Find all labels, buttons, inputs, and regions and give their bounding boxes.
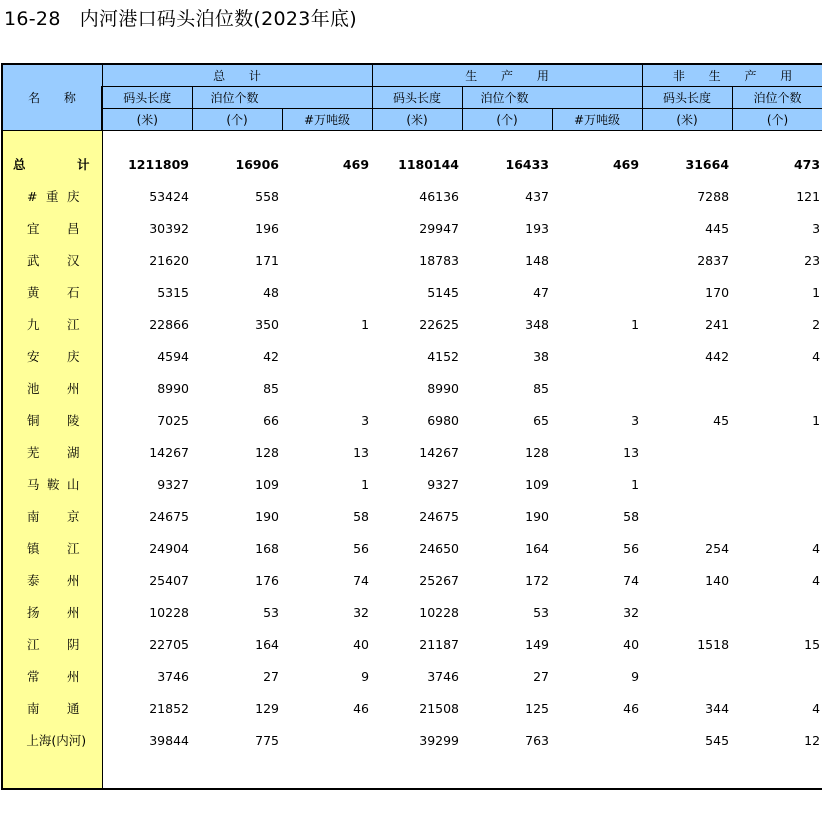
- row-name: 武汉: [2, 244, 102, 276]
- cell-total-len: 5315: [157, 284, 189, 300]
- cell-prod-berths: 109: [525, 476, 550, 492]
- cell-prod-len: 21187: [419, 636, 460, 652]
- table-row: [2, 628, 822, 660]
- table-row: [2, 532, 822, 564]
- page-title: 16-28 内河港口码头泊位数(2023年底): [4, 8, 358, 30]
- table-row: [2, 340, 822, 372]
- cell-non-len: 254: [705, 540, 730, 556]
- cell-prod-len: 24675: [419, 508, 460, 524]
- cell-total-10k: 74: [353, 572, 370, 588]
- cell-prod-10k: 3: [631, 412, 640, 428]
- cell-prod-10k: 9: [631, 668, 640, 684]
- cell-prod-berths: 47: [533, 284, 550, 300]
- cell-prod-10k: 40: [623, 636, 640, 652]
- cell-non-berths: 1: [812, 412, 821, 428]
- berth-statistics-table: [1, 63, 822, 790]
- cell-total-berths: 27: [263, 668, 279, 684]
- cell-prod-len: 18783: [419, 252, 460, 268]
- row-name: 池州: [2, 372, 102, 404]
- table-row: [2, 724, 822, 756]
- cell-total-10k: [282, 180, 372, 212]
- cell-prod-10k: [552, 244, 642, 276]
- cell-prod-len: 6980: [427, 412, 460, 428]
- cell-prod-berths: 65: [533, 412, 550, 428]
- cell-total-len: 3746: [157, 668, 189, 684]
- header-name: 名 称: [2, 64, 102, 131]
- cell-non-berths: [732, 660, 822, 692]
- row-name: 总计: [2, 148, 102, 180]
- cell-total-10k: [282, 372, 372, 404]
- table-row: [2, 404, 822, 436]
- cell-prod-berths: 172: [525, 572, 550, 588]
- table-row: [2, 212, 822, 244]
- cell-prod-berths: 348: [525, 316, 550, 332]
- cell-prod-10k: 46: [623, 700, 640, 716]
- cell-prod-len: 5145: [427, 284, 460, 300]
- cell-total-10k: 32: [353, 604, 370, 620]
- header-unit-meter: (米): [102, 109, 192, 131]
- row-name: 铜陵: [2, 404, 102, 436]
- cell-total-len: 4594: [157, 348, 189, 364]
- cell-total-10k: [282, 340, 372, 372]
- cell-prod-10k: [552, 372, 642, 404]
- cell-prod-10k: 74: [623, 572, 640, 588]
- cell-prod-berths: 16433: [505, 156, 550, 172]
- spacer-row: [2, 131, 822, 149]
- header-group-nonproduction: 非 生 产 用: [642, 64, 822, 87]
- table-row: [2, 596, 822, 628]
- cell-non-len: [642, 372, 732, 404]
- cell-total-len: 21852: [149, 700, 189, 716]
- cell-prod-len: 46136: [419, 188, 460, 204]
- header-unit-meter: (米): [372, 109, 462, 131]
- cell-prod-berths: 437: [525, 188, 550, 204]
- table-row: [2, 244, 822, 276]
- cell-prod-len: 25267: [419, 572, 460, 588]
- cell-non-len: [642, 596, 732, 628]
- cell-prod-berths: 125: [525, 700, 550, 716]
- table-row: [2, 500, 822, 532]
- cell-total-berths: 350: [255, 316, 279, 332]
- cell-prod-len: 4152: [427, 348, 460, 364]
- cell-non-len: [642, 468, 732, 500]
- header-group-production: 生 产 用: [372, 64, 642, 87]
- cell-non-berths: [732, 500, 822, 532]
- cell-total-berths: 164: [255, 636, 279, 652]
- cell-total-10k: [282, 244, 372, 276]
- cell-total-10k: 9: [361, 668, 370, 684]
- cell-total-berths: 85: [263, 380, 279, 396]
- cell-prod-10k: [552, 724, 642, 756]
- cell-total-berths: 66: [263, 412, 279, 428]
- table-row: [2, 308, 822, 340]
- cell-total-berths: 196: [255, 220, 279, 236]
- cell-prod-berths: 38: [533, 348, 550, 364]
- bottom-spacer-row: [2, 756, 822, 789]
- cell-prod-10k: [552, 180, 642, 212]
- cell-total-len: 9327: [157, 476, 189, 492]
- row-name: 常州: [2, 660, 102, 692]
- row-name: 上海(内河): [2, 724, 102, 756]
- cell-prod-len: 10228: [419, 604, 460, 620]
- header-total-berths: 泊位个数: [192, 87, 372, 109]
- cell-non-len: 2837: [697, 252, 730, 268]
- table-row: [2, 660, 822, 692]
- cell-non-len: 442: [705, 348, 730, 364]
- cell-total-10k: [282, 212, 372, 244]
- header-prod-berths: 泊位个数: [462, 87, 642, 109]
- cell-prod-len: 21508: [419, 700, 460, 716]
- cell-prod-len: 8990: [427, 380, 460, 396]
- cell-total-len: 24675: [149, 508, 189, 524]
- cell-total-len: 53424: [149, 188, 189, 204]
- cell-prod-10k: 56: [623, 540, 640, 556]
- cell-total-berths: 48: [263, 284, 279, 300]
- cell-non-berths: 15: [804, 636, 821, 652]
- cell-prod-berths: 763: [525, 732, 550, 748]
- cell-total-10k: 46: [353, 700, 370, 716]
- cell-prod-10k: 13: [623, 444, 640, 460]
- cell-total-berths: 168: [255, 540, 279, 556]
- table-row: [2, 276, 822, 308]
- cell-prod-len: 3746: [427, 668, 460, 684]
- cell-total-berths: 42: [263, 348, 279, 364]
- table-row: [2, 692, 822, 724]
- cell-non-len: 1518: [697, 636, 730, 652]
- cell-non-len: 545: [705, 732, 730, 748]
- cell-total-berths: 775: [255, 732, 279, 748]
- cell-non-len: [642, 500, 732, 532]
- cell-prod-10k: 469: [612, 156, 640, 172]
- cell-total-berths: 129: [255, 700, 279, 716]
- table-header: [2, 64, 822, 131]
- cell-total-len: 10228: [149, 604, 189, 620]
- cell-prod-10k: 1: [631, 316, 640, 332]
- cell-non-berths: 4: [812, 540, 821, 556]
- header-unit-count: (个): [462, 109, 552, 131]
- row-name: 镇江: [2, 532, 102, 564]
- cell-non-berths: 1: [812, 284, 821, 300]
- cell-non-berths: 23: [804, 252, 821, 268]
- cell-non-len: 445: [705, 220, 730, 236]
- row-name: 扬州: [2, 596, 102, 628]
- cell-non-berths: 4: [812, 572, 821, 588]
- cell-prod-berths: 190: [525, 508, 550, 524]
- table-body: [2, 131, 822, 790]
- cell-total-10k: 1: [361, 316, 370, 332]
- row-name: 马鞍山: [2, 468, 102, 500]
- header-group-total: 总 计: [102, 64, 372, 87]
- cell-total-10k: 56: [353, 540, 370, 556]
- header-unit-count: (个): [192, 109, 282, 131]
- cell-prod-10k: 1: [631, 476, 640, 492]
- cell-prod-len: 1180144: [398, 156, 460, 172]
- cell-prod-berths: 193: [525, 220, 550, 236]
- cell-non-len: [642, 660, 732, 692]
- cell-total-berths: 16906: [235, 156, 279, 172]
- cell-non-len: 7288: [697, 188, 730, 204]
- cell-total-10k: 1: [361, 476, 370, 492]
- cell-prod-berths: 53: [533, 604, 550, 620]
- cell-non-berths: [732, 436, 822, 468]
- header-non-berths: 泊位个数: [732, 87, 822, 109]
- row-name: 芜湖: [2, 436, 102, 468]
- row-name: 江阴: [2, 628, 102, 660]
- cell-prod-len: 24650: [419, 540, 460, 556]
- header-total-length: 码头长度: [102, 87, 192, 109]
- cell-non-berths: [732, 372, 822, 404]
- cell-prod-10k: 32: [623, 604, 640, 620]
- cell-non-len: [642, 436, 732, 468]
- cell-prod-berths: 85: [533, 380, 550, 396]
- cell-non-berths: 12: [804, 732, 821, 748]
- row-name: 九江: [2, 308, 102, 340]
- cell-total-10k: 469: [342, 156, 370, 172]
- cell-total-len: 7025: [157, 412, 189, 428]
- cell-non-len: 140: [705, 572, 730, 588]
- cell-prod-berths: 164: [525, 540, 550, 556]
- row-name: 安庆: [2, 340, 102, 372]
- cell-prod-len: 39299: [419, 732, 460, 748]
- cell-non-len: 241: [705, 316, 730, 332]
- cell-total-10k: 13: [353, 444, 370, 460]
- cell-prod-10k: 58: [623, 508, 640, 524]
- cell-prod-berths: 27: [533, 668, 550, 684]
- cell-non-len: 45: [713, 412, 730, 428]
- cell-non-len: 344: [705, 700, 730, 716]
- header-unit-count: (个): [732, 109, 822, 131]
- cell-total-berths: 109: [255, 476, 279, 492]
- cell-non-berths: 2: [812, 316, 821, 332]
- cell-total-10k: [282, 276, 372, 308]
- cell-total-10k: [282, 724, 372, 756]
- cell-non-berths: 4: [812, 348, 821, 364]
- cell-non-berths: 4: [812, 700, 821, 716]
- cell-non-berths: 121: [796, 188, 821, 204]
- cell-non-len: 31664: [685, 156, 730, 172]
- cell-non-berths: [732, 468, 822, 500]
- cell-non-len: 170: [705, 284, 730, 300]
- cell-non-berths: 473: [793, 156, 821, 172]
- cell-prod-len: 22625: [419, 316, 460, 332]
- cell-non-berths: 3: [812, 220, 821, 236]
- cell-total-len: 8990: [157, 380, 189, 396]
- cell-total-berths: 128: [255, 444, 279, 460]
- cell-prod-10k: [552, 212, 642, 244]
- header-prod-length: 码头长度: [372, 87, 462, 109]
- header-unit-meter: (米): [642, 109, 732, 131]
- row-name: 泰州: [2, 564, 102, 596]
- table-row: [2, 180, 822, 212]
- cell-prod-len: 9327: [427, 476, 460, 492]
- cell-total-len: 25407: [149, 572, 189, 588]
- cell-total-berths: 53: [263, 604, 279, 620]
- row-name: 宜昌: [2, 212, 102, 244]
- cell-prod-10k: [552, 276, 642, 308]
- table-row: [2, 564, 822, 596]
- cell-prod-berths: 149: [525, 636, 550, 652]
- cell-total-10k: 40: [353, 636, 370, 652]
- cell-total-len: 1211809: [128, 156, 189, 172]
- cell-total-len: 24904: [149, 540, 189, 556]
- table-row: [2, 372, 822, 404]
- cell-prod-10k: [552, 340, 642, 372]
- cell-total-len: 14267: [149, 444, 189, 460]
- cell-total-len: 22866: [149, 316, 189, 332]
- cell-total-len: 22705: [149, 636, 189, 652]
- cell-total-10k: 58: [353, 508, 370, 524]
- table-row: [2, 436, 822, 468]
- header-ten-k-ton: #万吨级: [282, 109, 372, 131]
- cell-prod-len: 14267: [419, 444, 460, 460]
- table-row: [2, 468, 822, 500]
- header-ten-k-ton: #万吨级: [552, 109, 642, 131]
- cell-total-berths: 558: [255, 188, 279, 204]
- cell-total-len: 30392: [149, 220, 189, 236]
- cell-total-berths: 190: [255, 508, 279, 524]
- cell-total-berths: 176: [255, 572, 279, 588]
- cell-total-len: 39844: [149, 732, 189, 748]
- cell-total-berths: 171: [255, 252, 279, 268]
- cell-prod-berths: 148: [525, 252, 550, 268]
- header-non-length: 码头长度: [642, 87, 732, 109]
- row-name: 南京: [2, 500, 102, 532]
- row-name: 南通: [2, 692, 102, 724]
- cell-prod-len: 29947: [419, 220, 460, 236]
- row-name: 黄石: [2, 276, 102, 308]
- cell-prod-berths: 128: [525, 444, 550, 460]
- cell-non-berths: [732, 596, 822, 628]
- total-row: [2, 148, 822, 180]
- cell-total-len: 21620: [149, 252, 189, 268]
- row-name: #重庆: [2, 180, 102, 212]
- cell-total-10k: 3: [361, 412, 370, 428]
